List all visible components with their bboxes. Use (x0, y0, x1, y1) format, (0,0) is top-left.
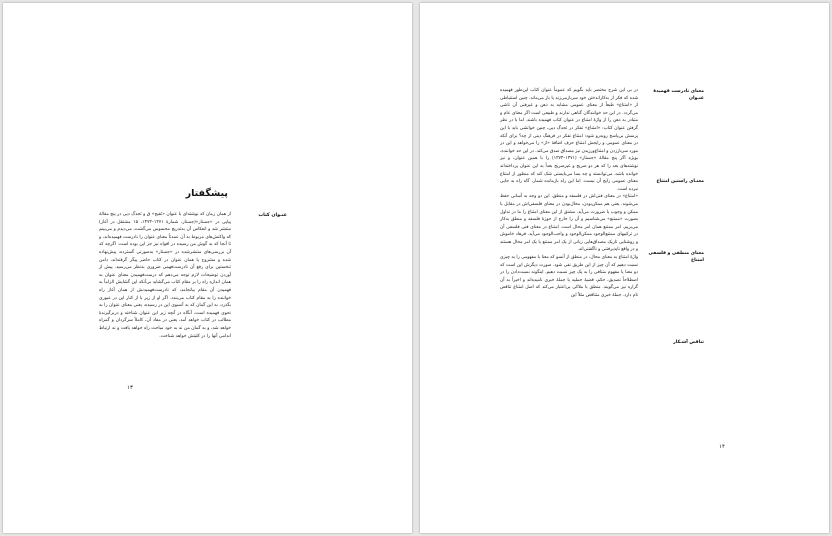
paragraph: «امتناع» در معنای فنی‌اش در فلسفه و منطق، این دو وجه به آسانی حفظ می‌شوند. یعنی هم ممکن‌بودن، محال‌بودن در معنای فلسفی‌اش در مقابل با ممکن و وجوب یا ضرورت می‌آید. مشتق از این معنای امتناع را ما در تداول بصورت «ممتنع» می‌شناسیم و آن را خارج از حوزهٔ فلسفه و منطق به‌کار می‌بریم. امر ممتنع همان امر محال است. امتناع در معنای فنی فلسفی آن در ترکیبهای ممتنع‌الوجود ممکن‌الوجود و واجب‌الوجود می‌آید. فرهاد خاموش و روشنایی تاریک مصداق‌هایی زبانی از یک امر ممتنع یا یک امر محال هستند و در واقع ناپذیرفتنی و ناگفتنی‌اند. (500, 194, 638, 253)
paragraph: واژهٔ امتناع به معنای محال، در منطق از آنسو که معنا با مفهومی را به چیزی نسبت دهیم که آن چیز از این طریق نفی شود. صورت دیگرش این است که دو معنا یا مفهوم متنافی را به یک چیز نسبت دهیم. اینگونه نسبت‌دادن را در اصطلاحاً تصدیق، حکم، قضیهٔ حملیه یا جملهٔ خبری نامیده‌اند و اخیراً به آن گزاره نیز می‌گویند. منطق با ملاکی بی‌اعتبار می‌کند که اصل امتناع تناقض نام دارد. جملهٔ خبری متناقض مثلاً این (500, 255, 638, 299)
page-title: پیشگفتار (185, 188, 228, 199)
page-number: ۱۴ (719, 444, 725, 450)
page-number: ۱۳ (127, 385, 133, 391)
paragraph: از همان زمان که نوشته‌ای با عنوان «ثقیح» ق و ‌ثجدگ دیی در پنج مقالهٔ پیاپی در «جستار»(جستار، شمارهٔ ۱۳۷۱–۱۳۷۳، ۱۵ مشتقل در آغاز) منتشر شد و انعکاس آن به‌تدریج محسوس می‌گشت، می‌دیدم و می‌بینم که واکنش‌های مربوط به آن عمدتاً معنای عنوان را نادرست فهمیده‌اند، و تا آنجا که به گوش من رسیده در افواه نیز جز این بوده است. اگرچه که آن بررسی‌های منتشرشده در «جستار» به‌صورتی گسترده، پیش‌نهاده شده و مشروح یا همان عنوان در کتاب حاضر پیگر گرفته‌اند، دامن تنخستین برای رفع آن نادرست‌فهمی ضروری به‌نظر می‌رسید. پیش از آوردن توضیحات لازم توجه می‌دهم که درست‌فهمیدن معنای عنوان به همان اندازه راه را بر مقام کتاب می‌گشاید بی‌آنکه این گشایش الزاماً به فهمیدن آن مقام بیانجامد، که نادرست‌فهمیدنش از همان آغاز راه خواننده را به مقام کتاب می‌بندد. اگر او از زیر با از کنار این در عبوری بگذرد، به این گمان که به آنسوی این در رسیده، یعنی معنای عنوان را به نحوی فهمیده است، آنگاه در آنچه زیر این عنوان شناخته و دربرگیرندهٔ مطالب در کتاب خواهد آمد، یعنی در مفاد آن، کاملاً سرگردان و گمراه خواهد شد، و به گمان من نه به خود مباحث راه خواهد یافت و نه ارتباط اندامی آنها را در کلیتش خواهد شناخت. (99, 212, 231, 339)
sidenote: معنای نادرست فهمیدهٔ عنـوان (653, 89, 704, 101)
body-text (99, 211, 231, 340)
sidenote: معنـای راستین امتناع (656, 179, 704, 184)
margin-heading: عنـوان کتاب (258, 213, 287, 218)
body-text (500, 87, 638, 300)
sidenote: معنای منطقی و فلسفی امتناع (648, 251, 704, 263)
left-page (3, 3, 412, 533)
paragraph: در بی این شرح مختصر باید بگویم که عموماً عنوان کتاب این‌طور فهمیده شده که فکر از به‌کاراندختن خود سربازمی‌زند یا باز می‌ماند. چنین استنباطی از «امتناع» طبعاً از معنای عمومی مشابه به ذهن و غیرفنی آن ناشی می‌گردد. در این حد خوانندگان گناهی ندارند و طبیعی است اگر معنای عام و متبادر به ذهن را از واژهٔ امتناع در عنوان کتاب فهمیده باشند. اما با در نظر گرفتن عنوان کتاب: «امتناع» تفکر در ‌ثجدگ دیی، چنین خوانشی باید با این پرسش بی‌پاسخ روبه‌رو شود: امتناع تفکر در فرهنگ دینی از چه؟ برای آنکه در معنای عمومی و رایجش امتناع حرف اضافهٔ «از» را می‌خواهد و این در مورد سرباززدن و امتناع‌ورزیدن نیز مصداق صدق می‌کند. در این حد خواننده، بویژه اگر پنج مقالهٔ «جستار» (۱۳۷۱–۱۳۷۳) را با همین عنوان، و نیز نوشته‌های بعد را که هر دو صریح و غیرصریح بعداً به این عنوان پرداخته‌اند خوانده باشد، می‌توانسته و چه بسا می‌بایستی شک کند که منظور از امتناع معنای عمومی رایج آن نیست. اما این راه بازمانده شمار، گاه راه به جایی نبرده است. (500, 88, 638, 192)
right-page (420, 3, 829, 533)
sidenote: تناقض آشـکار (673, 340, 704, 345)
